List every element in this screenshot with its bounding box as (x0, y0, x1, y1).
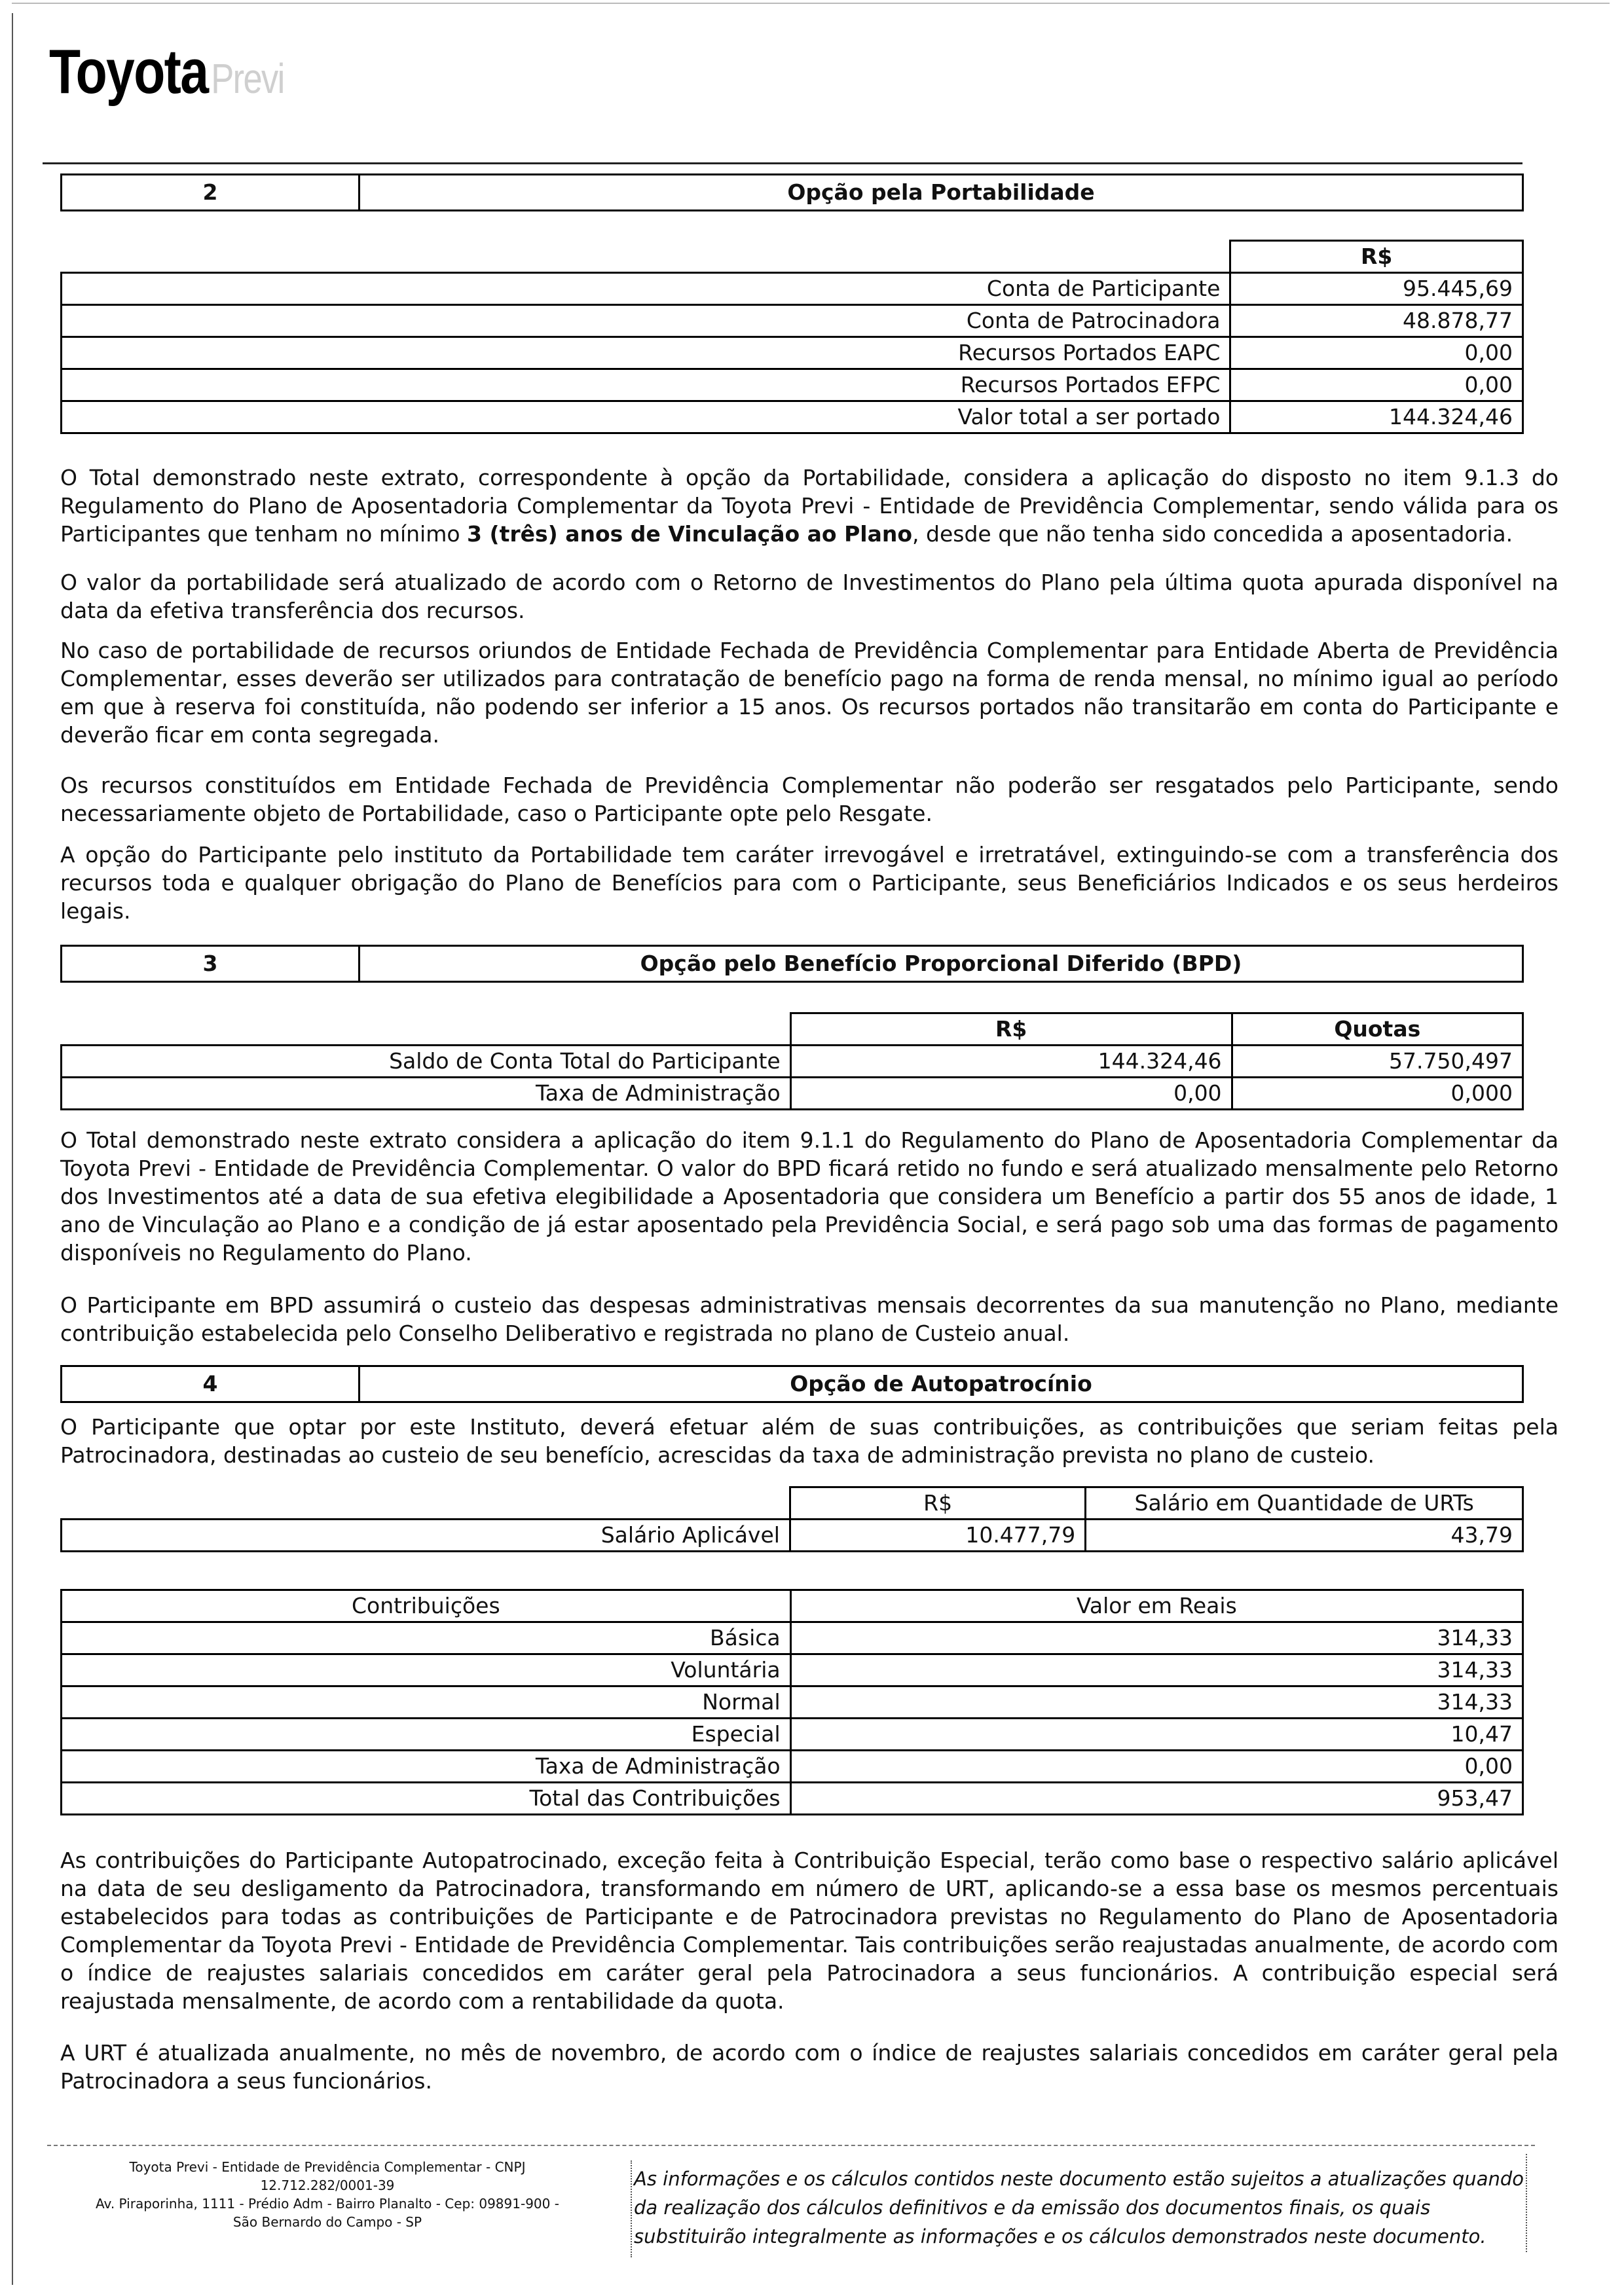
table-header-row (62, 241, 1523, 273)
column-header-value: Valor em Reais (790, 1590, 1522, 1622)
footer-dotted-separator (631, 2160, 632, 2257)
column-header-rs: R$ (1230, 241, 1523, 273)
logo-faint-text: Previ (211, 55, 284, 102)
row-value: 144.324,46 (1230, 401, 1523, 433)
row-value: 0,00 (790, 1751, 1522, 1783)
row-quotas: 57.750,497 (1232, 1046, 1522, 1078)
row-label: Básica (62, 1622, 791, 1654)
paragraph-bold-text: 3 (três) anos de Vinculação ao Plano (467, 521, 913, 547)
table-row (62, 1719, 1523, 1751)
footer-line: 12.712.282/0001-39 (260, 2178, 395, 2193)
row-value: 314,33 (790, 1686, 1522, 1719)
row-value: 314,33 (790, 1654, 1522, 1686)
row-value: 95.445,69 (1230, 273, 1523, 305)
row-value: 953,47 (790, 1783, 1522, 1815)
column-header-urt: Salário em Quantidade de URTs (1086, 1487, 1523, 1520)
section-2-paragraph-3: No caso de portabilidade de recursos oriundos de Entidade Fechada de Previdência Complementar para Entidade Aberta de Previdência Complementar, esses deverão ser utilizados para contratação de benefício pago na forma de renda mensal, no mínimo igual ao período em que à reserva foi constituída, não podendo ser inferior a 15 anos. Os recursos portados não transitarão em conta do Participante e deverão ficar em conta segregada. (60, 638, 1559, 748)
section-4-header (60, 1365, 1524, 1403)
row-value: 0,00 (1230, 369, 1523, 401)
section-title: Opção de Autopatrocínio (790, 1371, 1092, 1396)
footer-address (65, 2158, 589, 2231)
row-label: Saldo de Conta Total do Participante (62, 1046, 791, 1078)
row-label: Valor total a ser portado (62, 401, 1230, 433)
table-row (62, 1046, 1523, 1078)
section-2-paragraph-5: A opção do Participante pelo instituto da Portabilidade tem caráter irrevogável e irretratável, extinguindo-se com a transferência dos recursos toda e qualquer obrigação do Plano de Benefícios para com o Participante, seus Beneficiários Indicados e os seus herdeiros legais. (60, 842, 1559, 924)
table-row-total (62, 1783, 1523, 1815)
footer-line: Toyota Previ - Entidade de Previdência Complementar - CNPJ (129, 2159, 526, 2175)
row-rs: 10.477,79 (790, 1520, 1085, 1552)
table-header-row (62, 1487, 1523, 1520)
table-row-total (62, 401, 1523, 433)
paragraph-text: O Total demonstrado neste extrato, correspondente à opção da Portabilidade, considera a aplicação do disposto no item 9.1.3 do Regulamento do Plano de Aposentadoria Complementar da Toyota Previ - Entidade de Previdência Complementar, sendo válida para os Participantes que tenham no mínimo (60, 465, 1559, 547)
footer-line: São Bernardo do Campo - SP (232, 2214, 422, 2230)
salary-table (60, 1486, 1524, 1552)
footer-divider (47, 2145, 1535, 2146)
table-row (62, 1520, 1523, 1552)
paragraph-text: , desde que não tenha sido concedida a aposentadoria. (912, 521, 1513, 547)
section-3-paragraph-1: O Total demonstrado neste extrato considera a aplicação do item 9.1.1 do Regulamento do Plano de Aposentadoria Complementar da Toyota Previ - Entidade de Previdência Complementar. O valor do BPD ficará retido no fundo e será atualizado mensalmente pelo Retorno dos Investimentos até a data de sua efetiva elegibilidade a Aposentadoria que considera um Benefício a partir dos 55 anos de idade, 1 ano de Vinculação ao Plano e a condição de já estar aposentado pela Previdência Social, e será pago sob uma das formas de pagamento disponíveis no Regulamento do Plano. (60, 1127, 1559, 1266)
footer-disclaimer: As informações e os cálculos contidos neste documento estão sujeitos a atualizações quando da realização dos cálculos definitivos e da emissão dos documentos finais, os quais substituirão integralmente as informações e os cálculos demonstrados neste documento. (634, 2168, 1524, 2248)
footer-dotted-border (1526, 2154, 1527, 2252)
section-title: Opção pelo Benefício Proporcional Diferido (BPD) (640, 951, 1242, 976)
table-header-row (62, 1013, 1523, 1046)
table-row (62, 1751, 1523, 1783)
table-row (62, 369, 1523, 401)
row-value: 48.878,77 (1230, 305, 1523, 337)
footer-line: Av. Piraporinha, 1111 - Prédio Adm - Bairro Planalto - Cep: 09891-900 - (96, 2196, 559, 2212)
row-label: Taxa de Administração (62, 1078, 791, 1110)
section-4-paragraph-2: As contribuições do Participante Autopatrocinado, exceção feita à Contribuição Especial, terão como base o respectivo salário aplicável na data de seu desligamento da Patrocinadora, transformando em número de URT, aplicando-se a essa base os mesmos percentuais estabelecidos para todas as contribuições de Participante e de Patrocinadora previstas no Regulamento do Plano de Aposentadoria Complementar da Toyota Previ - Entidade de Previdência Complementar. Tais contribuições serão reajustadas anualmente, de acordo com o índice de reajustes salariais concedidos em caráter geral pela Patrocinadora a seus funcionários. A contribuição especial será reajustada mensalmente, de acordo com a rentabilidade da quota. (60, 1848, 1559, 2014)
row-label: Total das Contribuições (62, 1783, 791, 1815)
section-title: Opção pela Portabilidade (787, 179, 1095, 205)
row-label: Voluntária (62, 1654, 791, 1686)
section-number: 4 (62, 1367, 360, 1401)
section-3-paragraph-2: O Participante em BPD assumirá o custeio das despesas administrativas mensais decorrentes da sua manutenção no Plano, mediante contribuição estabelecida pelo Conselho Deliberativo e registrada no plano de Custeio anual. (60, 1292, 1559, 1346)
column-header-rs: R$ (790, 1487, 1085, 1520)
left-scan-border (12, 13, 13, 2285)
section-4-paragraph-3: A URT é atualizada anualmente, no mês de novembro, de acordo com o índice de reajustes salariais concedidos em caráter geral pela Patrocinadora a seus funcionários. (60, 2040, 1559, 2094)
row-value: 10,47 (790, 1719, 1522, 1751)
section-2-paragraph-2: O valor da portabilidade será atualizado de acordo com o Retorno de Investimentos do Plano pela última quota apurada disponível na data da efetiva transferência dos recursos. (60, 570, 1559, 623)
table-header-row (62, 1590, 1523, 1622)
table-row (62, 1622, 1523, 1654)
row-quotas: 0,000 (1232, 1078, 1522, 1110)
row-rs: 144.324,46 (790, 1046, 1232, 1078)
table-row (62, 1654, 1523, 1686)
table-row (62, 273, 1523, 305)
row-label: Conta de Participante (62, 273, 1230, 305)
section-2-paragraph-1 (60, 464, 1559, 548)
row-rs: 0,00 (790, 1078, 1232, 1110)
toyota-previ-logo (49, 36, 284, 108)
row-label: Taxa de Administração (62, 1751, 791, 1783)
section-2-paragraph-4: Os recursos constituídos em Entidade Fechada de Previdência Complementar não poderão ser resgatados pelo Participante, sendo necessariamente objeto de Portabilidade, caso o Participante opte pelo Resgate. (60, 773, 1559, 826)
row-label: Salário Aplicável (62, 1520, 790, 1552)
row-label: Especial (62, 1719, 791, 1751)
column-header-rs: R$ (790, 1013, 1232, 1046)
table-row (62, 305, 1523, 337)
portability-table (60, 240, 1524, 434)
section-3-header (60, 945, 1524, 983)
row-urt: 43,79 (1086, 1520, 1523, 1552)
table-row (62, 337, 1523, 369)
row-label: Recursos Portados EFPC (62, 369, 1230, 401)
table-row (62, 1078, 1523, 1110)
bpd-table (60, 1012, 1524, 1110)
table-row (62, 1686, 1523, 1719)
column-header-contributions: Contribuições (62, 1590, 791, 1622)
row-label: Normal (62, 1686, 791, 1719)
row-value: 0,00 (1230, 337, 1523, 369)
section-number: 3 (62, 947, 360, 981)
column-header-quotas: Quotas (1232, 1013, 1522, 1046)
header-divider (43, 162, 1522, 164)
logo-text: Toyota (49, 37, 208, 107)
contributions-table (60, 1589, 1524, 1815)
row-label: Recursos Portados EAPC (62, 337, 1230, 369)
row-value: 314,33 (790, 1622, 1522, 1654)
section-number: 2 (62, 175, 360, 210)
section-2-header (60, 173, 1524, 211)
row-label: Conta de Patrocinadora (62, 305, 1230, 337)
section-4-paragraph-1: O Participante que optar por este Instituto, deverá efetuar além de suas contribuições, as contribuições que seriam feitas pela Patrocinadora, destinadas ao custeio de seu benefício, acrescidas da taxa de administração prevista no plano de custeio. (60, 1414, 1559, 1468)
top-scan-border (12, 3, 1610, 4)
